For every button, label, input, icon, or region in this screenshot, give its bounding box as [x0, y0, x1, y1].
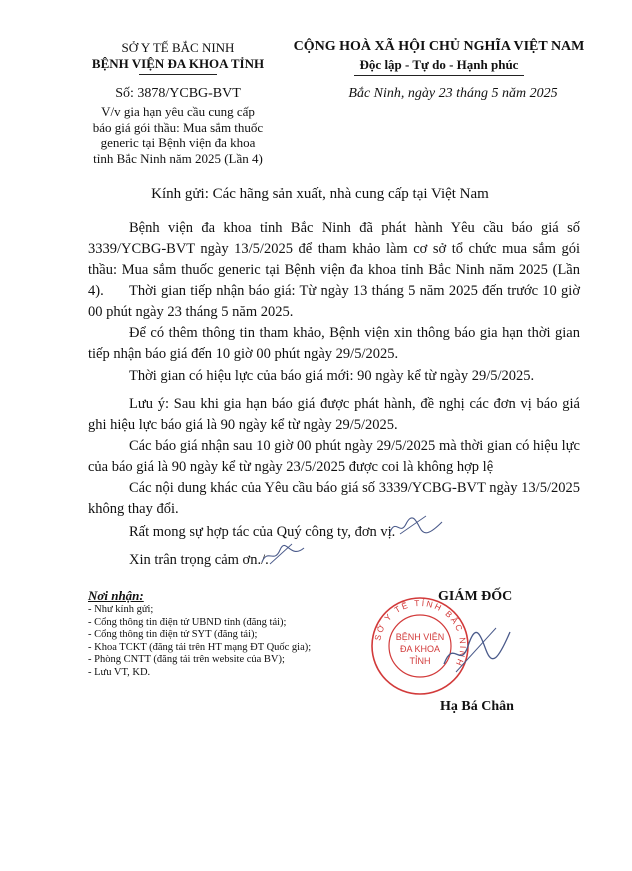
recipient-item: - Phòng CNTT (đăng tải trên website của BV); [88, 654, 285, 665]
director-name: Hạ Bá Chân [440, 699, 514, 714]
recipient-item: - Như kính gửi; [88, 604, 154, 615]
salutation: Kính gửi: Các hãng sản xuất, nhà cung cấp tại Việt Nam [151, 186, 489, 202]
recipients-list [88, 604, 311, 679]
hospital-name: BỆNH VIỆN ĐA KHOA TỈNH [91, 56, 265, 71]
thanks-line: Xin trân trọng cảm ơn./. [129, 552, 269, 568]
body-paragraph: Các báo giá nhận sau 10 giờ 00 phút ngày 29/5/2025 mà thời gian có hiệu lực của báo giá là 90 ngày kể từ ngày 23/5/2025 được coi là không hợp lệ [88, 438, 580, 475]
stamp-center-line: BỆNH VIỆN [395, 632, 445, 642]
body-paragraph: Các nội dung khác của Yêu cầu báo giá số 3339/YCBG-BVT ngày 13/5/2025 không thay đổi. [88, 480, 580, 517]
director-signature [436, 620, 516, 680]
closing-line: Rất mong sự hợp tác của Quý công ty, đơn vị. [129, 524, 396, 540]
subject-line: V/v gia hạn yêu cầu cung cấp [101, 104, 255, 119]
initial-signature-mark [258, 542, 308, 568]
country-name: CỘNG HOÀ XÃ HỘI CHỦ NGHĨA VIỆT NAM [293, 39, 585, 54]
hospital-underline [139, 74, 217, 75]
recipients-title: Nơi nhận: [88, 588, 144, 603]
place-date: Bắc Ninh, ngày 23 tháng 5 năm 2025 [348, 86, 558, 101]
body-paragraph: Bệnh viện đa khoa tỉnh Bắc Ninh đã phát hành Yêu cầu báo giá số 3339/YCBG-BVT ngày 13/5/2025 để tham khảo làm cơ sở tổ chức mua sắm gói thầu: Mua sắm thuốc generic tại Bệnh viện đa khoa tỉnh Bắc Ninh năm 2025 (Lần 4). [88, 220, 580, 299]
body-paragraph: Để có thêm thông tin tham khảo, Bệnh viện xin thông báo gia hạn thời gian tiếp nhận báo giá đến 10 giờ 00 phút ngày 29/5/2025. [88, 325, 580, 362]
national-motto: Độc lập - Tự do - Hạnh phúc [359, 57, 519, 72]
subject-line: generic tại Bệnh viện đa khoa [100, 135, 256, 150]
document-subject [78, 104, 278, 166]
subject-line: tỉnh Bắc Ninh năm 2025 (Lần 4) [93, 150, 263, 166]
subject-line: báo giá gói thầu: Mua sắm thuốc [92, 119, 264, 135]
recipient-item: - Cổng thông tin điện tử SYT (đăng tải); [88, 629, 258, 640]
stamp-center-line: TỈNH [409, 656, 431, 666]
stamp-ring-text: SỞ Y TẾ TỈNH BẮC NINH [372, 597, 469, 669]
stamp-center-line: ĐA KHOA [399, 644, 441, 654]
recipient-item: - Cổng thông tin điện tử UBND tỉnh (đăng tải); [88, 616, 287, 628]
body-paragraph: Lưu ý: Sau khi gia hạn báo giá được phát hành, đề nghị các đơn vị báo giá ghi hiệu lực báo giá là 90 ngày kể từ ngày 29/5/2025. [88, 396, 580, 433]
document-number: Số: 3878/YCBG-BVT [115, 86, 241, 101]
recipient-item: - Lưu VT, KD. [88, 666, 151, 678]
body-paragraph: Thời gian tiếp nhận báo giá: Từ ngày 13 tháng 5 năm 2025 đến trước 10 giờ 00 phút ngày 23 tháng 5 năm 2025. [88, 283, 580, 320]
motto-underline [354, 75, 524, 76]
ministry-name: SỞ Y TẾ BẮC NINH [121, 40, 235, 55]
initial-signature-mark [386, 514, 446, 540]
body-paragraph: Thời gian có hiệu lực của báo giá mới: 90 ngày kể từ ngày 29/5/2025. [129, 368, 535, 384]
recipient-item: - Khoa TCKT (đăng tải trên HT mạng ĐT Quốc gia); [88, 641, 312, 653]
director-title: GIÁM ĐỐC [438, 589, 513, 604]
